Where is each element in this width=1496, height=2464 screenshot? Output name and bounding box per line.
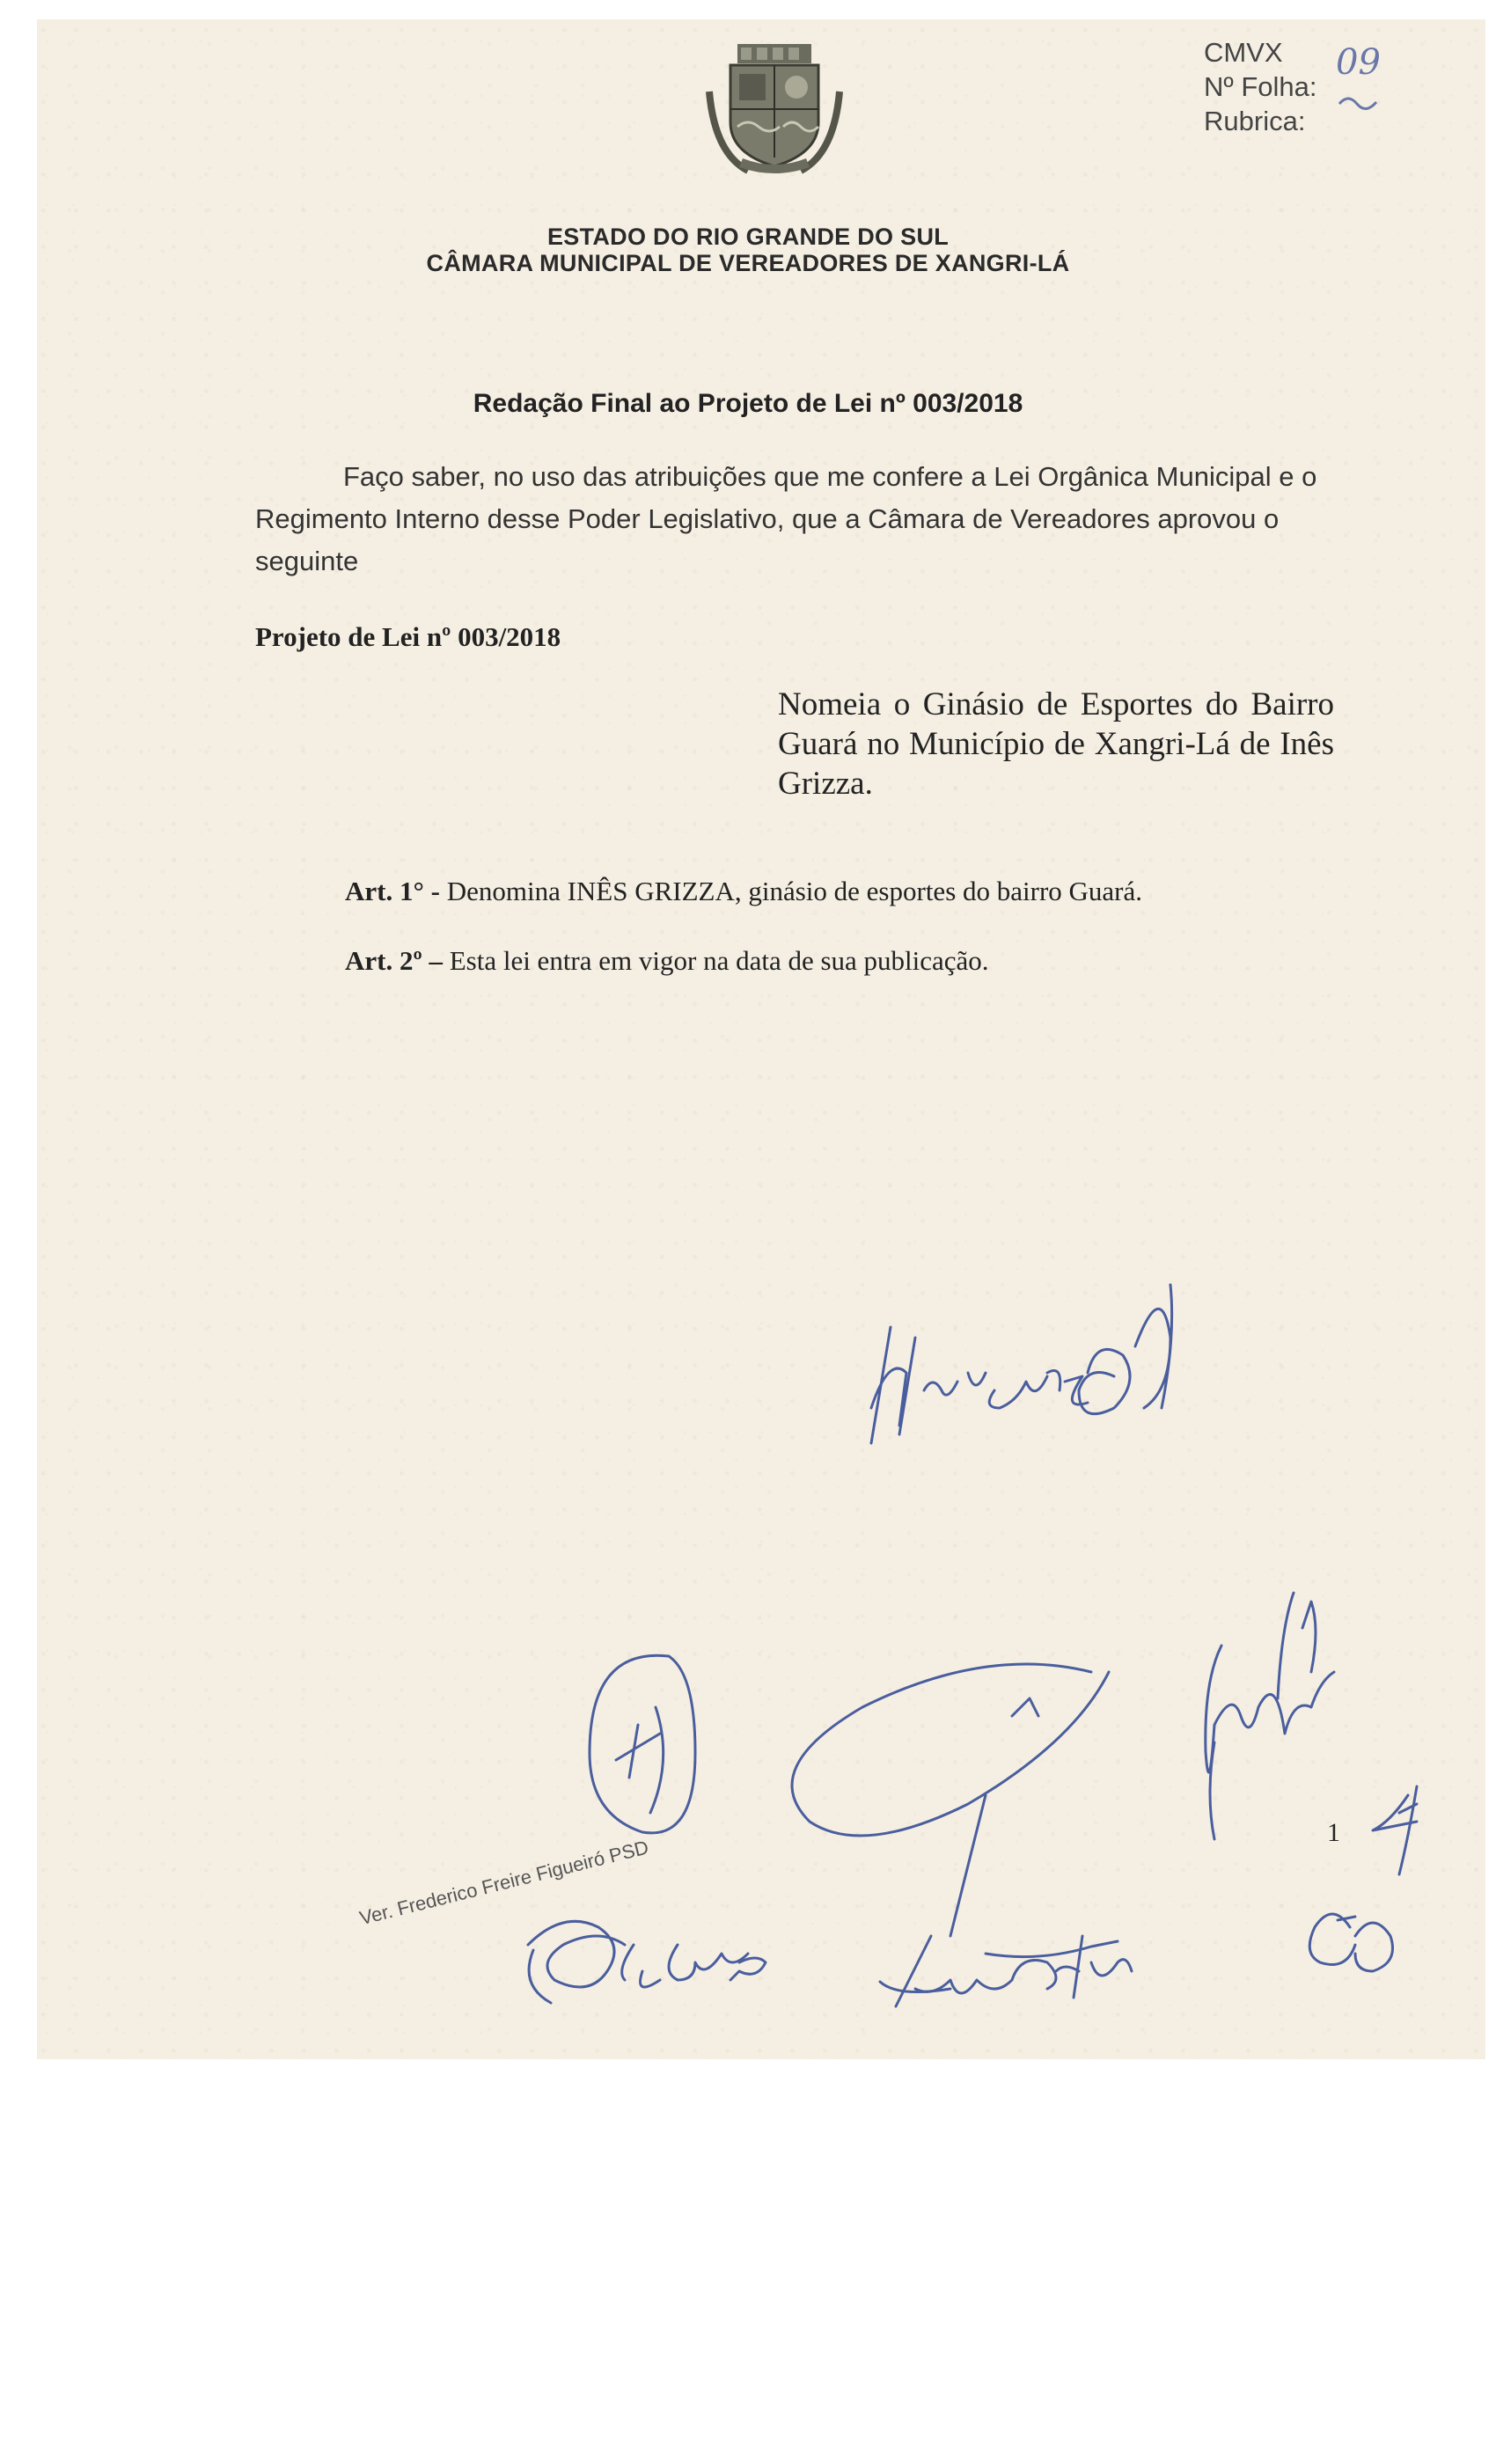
article-2-label: Art. 2º – xyxy=(345,945,443,976)
stamp-folha-value: 09 xyxy=(1336,42,1381,83)
signature-caption: Ver. Frederico Freire Figueiró PSD xyxy=(357,1836,651,1930)
header-state: ESTADO DO RIO GRANDE DO SUL xyxy=(546,224,950,250)
signature-3 xyxy=(792,1664,1118,1992)
signature-2 xyxy=(590,1655,695,1833)
signature-6 xyxy=(1309,1914,1392,1971)
page-number: 1 xyxy=(1327,1818,1340,1847)
signature-4 xyxy=(1206,1593,1334,1839)
stamp-rubrica-label: Rubrica: xyxy=(1204,106,1306,136)
stamp-folha-label: Nº Folha: xyxy=(1204,71,1317,102)
signature-5 xyxy=(1373,1786,1417,1874)
signature-1 xyxy=(871,1285,1172,1443)
stamp-org: CMVX xyxy=(1204,37,1283,68)
article-1-text: Denomina INÊS GRIZZA, ginásio de esportes do bairro Guará. xyxy=(439,876,1143,906)
header-chamber: CÂMARA MUNICIPAL DE VEREADORES DE XANGRI-LÁ xyxy=(426,250,1070,276)
intro-text: Faço saber, no uso das atribuições que me confere a Lei Orgânica Municipal e o Regimento Interno desse Poder Legislativo, que a Câmara de Vereadores aprovou o seguinte xyxy=(255,461,1317,576)
project-label: Projeto de Lei nº 003/2018 xyxy=(255,621,561,652)
article-1-label: Art. 1° - xyxy=(345,876,440,906)
signature-8 xyxy=(528,1921,766,2003)
ementa-summary: Nomeia o Ginásio de Esportes do Bairro Guará no Município de Xangri-Lá de Inês Grizza. xyxy=(778,686,1334,802)
article-2-text: Esta lei entra em vigor na data de sua publicação. xyxy=(442,945,989,976)
document-title: Redação Final ao Projeto de Lei nº 003/2018 xyxy=(473,389,1023,418)
